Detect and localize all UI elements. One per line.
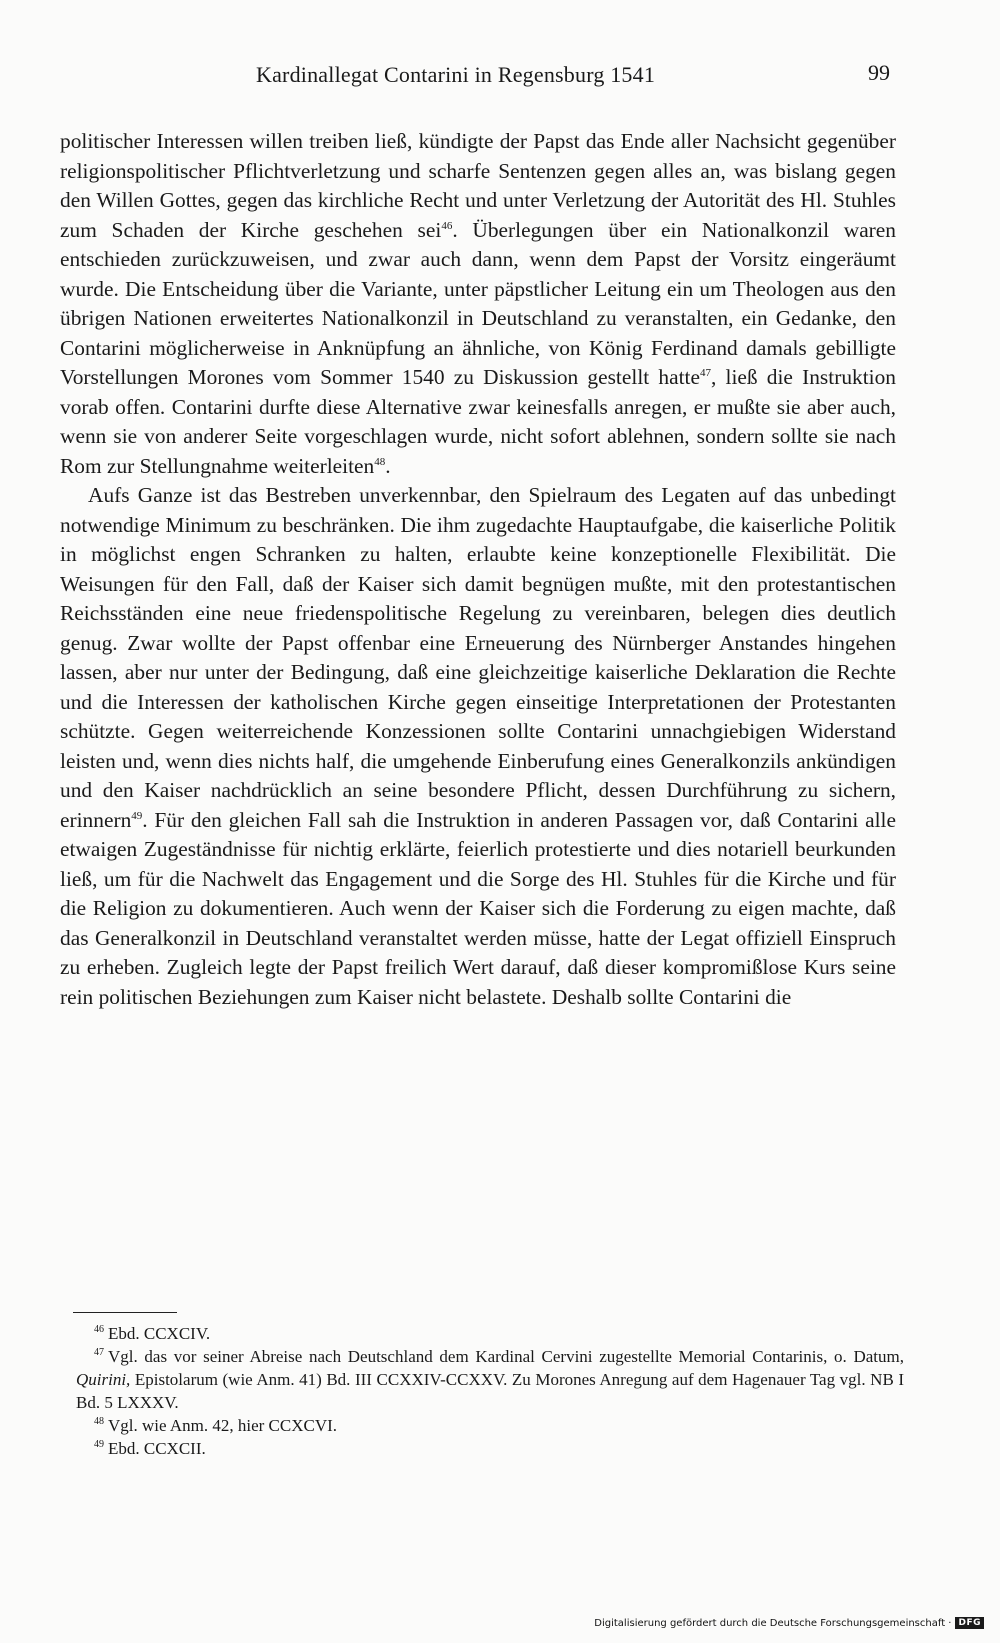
footnote-47: $^{47}$ Vgl. das vor seiner Abreise nach Deutschland dem Kardinal Cervini zugestellte Memorial Contarinis, o. Datum, Quirini, Epistolarum (wie Anm. 41) Bd. III CCXXIV-CCXXV. Zu Morones Anregung auf dem Hagenauer Tag vgl. NB I Bd. 5 LXXXV. [76,1347,904,1412]
credit-text: Digitalisierung gefördert durch die Deutsche Forschungsgemeinschaft · [594,1617,952,1629]
page-number: 99 [868,60,890,85]
running-title: Kardinallegat Contarini in Regensburg 1541 [256,62,656,87]
footnote-46: $^{46}$ Ebd. CCXCIV. [94,1324,211,1343]
footnote-49: $^{49}$ Ebd. CCXCII. [94,1439,206,1458]
footnote-ref-49[interactable]: 49 [131,809,143,822]
footnote-divider [73,1312,177,1313]
footnote-ref-48[interactable]: 48 [374,455,386,468]
dfg-logo[interactable]: DFG [955,1617,984,1629]
footnote-ref-46[interactable]: 46 [441,219,453,232]
footnote-ref-47[interactable]: 47 [699,366,711,379]
main-text [60,127,896,1012]
paragraph-2: Aufs Ganze ist das Bestreben unverkennbar, den Spielraum des Legaten auf das unbedingt notwendige Minimum zu beschränken. Die ihm zugedachte Hauptaufgabe, die kaiserliche Politik in möglichst engen Schranken zu halten, erlaubte keine konzeptionelle Flexibilität. Die Weisungen für den Fall, daß der Kaiser sich damit begnügen mußte, mit den protestantischen Reichsständen eine neue friedenspolitische Regelung zu vereinbaren, belegen dies deutlich genug. Zwar wollte der Papst offenbar eine Erneuerung des Nürnberger Anstandes hingehen lassen, aber nur unter der Bedingung, daß eine gleichzeitige kaiserliche Deklaration die Rechte und die Interessen der katholischen Kirche gegen einseitige Interpretationen der Protestanten schützte. Gegen weiterreichende Konzessionen sollte Contarini unnachgiebigen Widerstand leisten und, wenn dies nichts half, die umgehende Einberufung eines Generalkonzils ankündigen und den Kaiser nachdrücklich an seine besondere Pflicht, dessen Durchführung zu sichern, erinnern$^{49}$. Für den gleichen Fall sah die Instruktion in anderen Passagen vor, daß Contarini alle etwaigen Zugeständnisse für nichtig erklärte, feierlich protestierte und dies notariell beurkunden ließ, um für die Nachwelt das Engagement und die Sorge des Hl. Stuhles für die Kirche und für die Religion zu dokumentieren. Auch wenn der Kaiser sich die Forderung zu eigen machte, daß das Generalkonzil in Deutschland veranstaltet werden müsse, hatte der Legat offiziell Einspruch zu erheben. Zugleich legte der Papst freilich Wert darauf, daß dieser kompromißlose Kurs seine rein politischen Beziehungen zum Kaiser nicht belastete. Deshalb sollte Contarini die [60,483,896,1009]
paragraph-1: politischer Interessen willen treiben ließ, kündigte der Papst das Ende aller Nachsicht gegenüber religionspolitischer Pflichtverletzung und scharfe Sentenzen gegen alles an, was bislang gegen den Willen Gottes, gegen das kirchliche Recht und unter Verletzung der Autorität des Hl. Stuhles zum Schaden der Kirche geschehen sei$^{46}$. Überlegungen über ein Nationalkonzil waren entschieden zurückzuweisen, und zwar auch dann, wenn dem Papst der Vorsitz eingeräumt wurde. Die Entscheidung über die Variante, unter päpstlicher Leitung ein um Theologen aus den übrigen Nationen erweitertes Nationalkonzil in Deutschland zu veranstalten, ein Gedanke, den Contarini möglicherweise in Anknüpfung an ähnliche, von König Ferdinand damals gebilligte Vorstellungen Morones vom Sommer 1540 zu Diskussion gestellt hatte$^{47}$, ließ die Instruktion vorab offen. Contarini durfte diese Alternative zwar keinesfalls anregen, er mußte sie aber auch, wenn sie von anderer Seite vorgeschlagen wurde, nicht sofort ablehnen, sondern sollte sie nach Rom zur Stellungnahme weiterleiten$^{48}$. [60,129,896,478]
digitization-credit [594,1617,984,1629]
footnotes [76,1322,904,1460]
footnote-48: $^{48}$ Vgl. wie Anm. 42, hier CCXCVI. [94,1416,338,1435]
running-header [60,58,930,98]
